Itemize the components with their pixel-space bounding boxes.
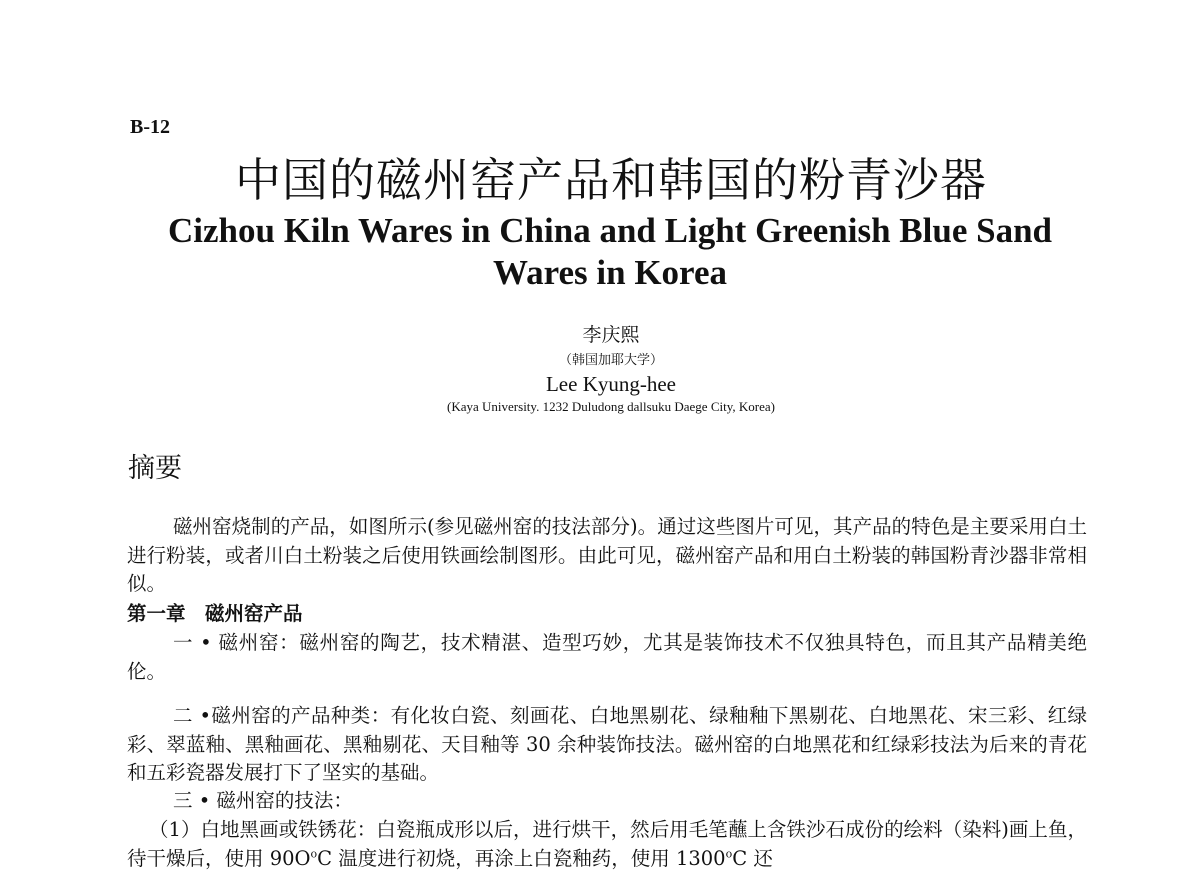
list-item-product-types: 二 •磁州窑的产品种类：有化妆白瓷、刻画花、白地黑剔花、绿釉釉下黑剔花、白地黑花、宋三彩、红绿彩、翠蓝釉、黑釉画花、黑釉剔花、天目釉等 30 余种装饰技法。磁州窑的白地黑花和红绿彩技法为后来的青花和五彩瓷器发展打下了坚实的基础。 xyxy=(127,704,1087,784)
technique-paragraph xyxy=(127,816,1087,873)
technique-text-part-2: C 温度进行初烧，再涂上白瓷釉药，使用 1300 xyxy=(317,846,726,870)
list-item-kiln: 一 • 磁州窑：磁州窑的陶艺，技术精湛、造型巧妙，尤其是装饰技术不仅独具特色，而且其产品精美绝伦。 xyxy=(127,631,1087,683)
technique-text-part-1: （1）白地黑画或铁锈花：白瓷瓶成形以后，进行烘干，然后用毛笔蘸上含铁沙石成份的绘料（染料)画上鱼，待干燥后，使用 90O xyxy=(127,818,1087,870)
affiliation-chinese: （韩国加耶大学） xyxy=(558,353,663,368)
author-chinese: 李庆熙 xyxy=(582,324,640,346)
paper-code: B-12 xyxy=(130,116,170,138)
author-english: Lee Kyung-hee xyxy=(545,372,677,396)
affiliation-english: (Kaya University. 1232 Duludong dallsuku Daege City, Korea) xyxy=(447,399,775,414)
title-chinese: 中国的磁州窑产品和韩国的粉青沙器 xyxy=(235,153,987,207)
list-item-techniques: 三 • 磁州窑的技法： xyxy=(173,789,353,812)
chapter-heading: 第一章 磁州窑产品 xyxy=(127,602,303,625)
technique-text-part-3: C 还 xyxy=(732,846,773,870)
degree-symbol: o xyxy=(725,847,733,860)
abstract-paragraph: 磁州窑烧制的产品，如图所示(参见磁州窑的技法部分)。通过这些图片可见，其产品的特色是主要采用白土进行粉装，或者川白土粉装之后使用铁画绘制图形。由此可见，磁州窑产品和用白土粉装的韩国粉青沙器非常相似。 xyxy=(127,515,1087,595)
abstract-heading: 摘要 xyxy=(128,453,182,484)
title-english: Cizhou Kiln Wares in China and Light Greenish Blue Sand Wares in Korea xyxy=(167,211,1053,292)
degree-symbol: o xyxy=(310,847,318,860)
